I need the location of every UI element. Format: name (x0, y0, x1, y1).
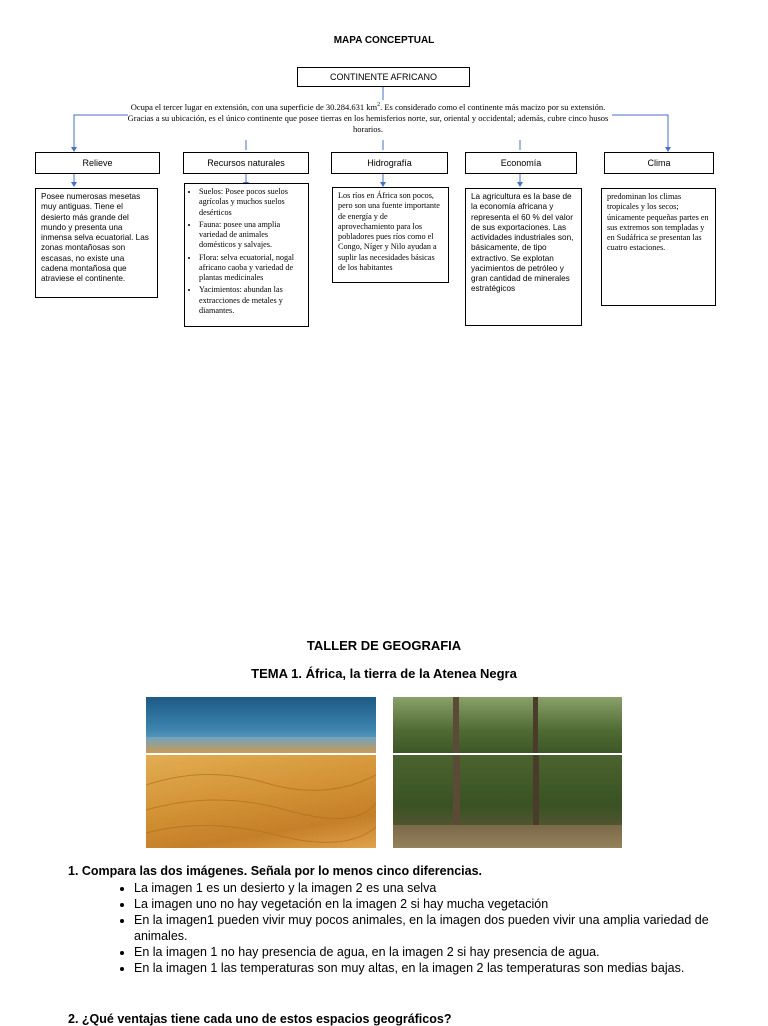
root-node-label: CONTINENTE AFRICANO (329, 72, 437, 82)
answer-item: • En la imagen 1 las temperaturas son muy altas, en la imagen 2 las temperaturas son medias bajas. (134, 960, 734, 976)
answers-list (110, 880, 734, 976)
recursos-item: • Fauna: posee una amplia variedad de animales domésticos y salvajes. (199, 220, 303, 251)
desert-horizon (146, 737, 376, 753)
answer-item: • La imagen uno no hay vegetación en la imagen 2 si hay mucha vegetación (134, 896, 734, 912)
recursos-item: • Flora: selva ecuatorial, nogal africano caoba y variedad de plantas medicinales (199, 253, 303, 284)
category-relieve-label: Relieve (82, 158, 113, 168)
intro-text (118, 102, 618, 135)
desert-image-top (146, 697, 376, 753)
intro-text-b: . Es considerado como el continente más macizo por su extensión. Gracias a su ubicación, es el único continente que posee tierras en los hemisferios norte, sur, oriental y occidental; además, cubre cinco husos horarios. (127, 102, 609, 135)
forest-image-bottom (393, 755, 622, 848)
category-economia-label: Economía (500, 158, 542, 168)
workshop-subtitle: TEMA 1. África, la tierra de la Atenea Negra (251, 666, 517, 681)
clima-detail: predominan los climas tropicales y los secos; únicamente pequeñas partes en sus extremos son templadas y en Sudáfrica se presentan las cuatro estaciones. (601, 188, 716, 306)
recursos-item: • Yacimientos: abundan las extracciones de metales y diamantes. (199, 285, 303, 316)
recursos-item: • Suelos: Posee pocos suelos agrícolas y muchos suelos desérticos (199, 187, 303, 218)
answer-item: • En la imagen 1 no hay presencia de agua, en la imagen 2 si hay presencia de agua. (134, 944, 734, 960)
recursos-list (190, 187, 303, 316)
desert-image-bottom (146, 755, 376, 848)
concept-map-title: MAPA CONCEPTUAL (333, 35, 435, 46)
answer-item: • En la imagen1 pueden vivir muy pocos animales, en la imagen dos pueden vivir una amplia variedad de animales. (134, 912, 734, 944)
category-relieve (35, 152, 160, 174)
forest-image-top (393, 697, 622, 753)
answer-item: • La imagen 1 es un desierto y la imagen 2 es una selva (134, 880, 734, 896)
intro-superscript: 2 (377, 102, 381, 109)
category-recursos (183, 152, 309, 174)
workshop-title: TALLER DE GEOGRAFIA (306, 638, 462, 653)
hidrografia-detail: Los ríos en África son pocos, pero son una fuente importante de energía y de aprovechamiento para los pobladores pues ríos como el Congo, Níger y Nilo ayudan a suplir las necesidades básicas de los habitantes (332, 187, 449, 283)
question-1: 1. Compara las dos imágenes. Señala por lo menos cinco diferencias. (68, 864, 483, 878)
relieve-detail: Posee numerosas mesetas muy antiguas. Tiene el desierto más grande del mundo y presenta una inmensa selva ecuatorial. Las zonas montañosas son escasas, no existe una cadena montañosa que atraviese el continente. (35, 188, 158, 298)
category-clima (604, 152, 714, 174)
intro-text-a: Ocupa el tercer lugar en extensión, con una superficie de 30.284.631 km (130, 102, 378, 112)
category-recursos-label: Recursos naturales (207, 158, 285, 168)
question-2: 2. ¿Qué ventajas tiene cada uno de estos espacios geográficos? (68, 1012, 452, 1026)
dune-lines (146, 755, 376, 848)
category-hidrografia-label: Hidrografía (367, 158, 412, 168)
category-hidrografia (331, 152, 448, 174)
economia-detail: La agricultura es la base de la economía africana y representa el 60 % del valor de sus exportaciones. Las actividades industriales son, básicamente, de tipo extractivo. Se explotan yacimientos de petróleo y gran cantidad de minerales estratégicos (465, 188, 582, 326)
recursos-detail (184, 183, 309, 327)
tree-trunk (533, 697, 538, 753)
category-clima-label: Clima (647, 158, 671, 168)
category-economia (465, 152, 577, 174)
forest-path (393, 825, 622, 848)
tree-trunk (453, 697, 459, 753)
